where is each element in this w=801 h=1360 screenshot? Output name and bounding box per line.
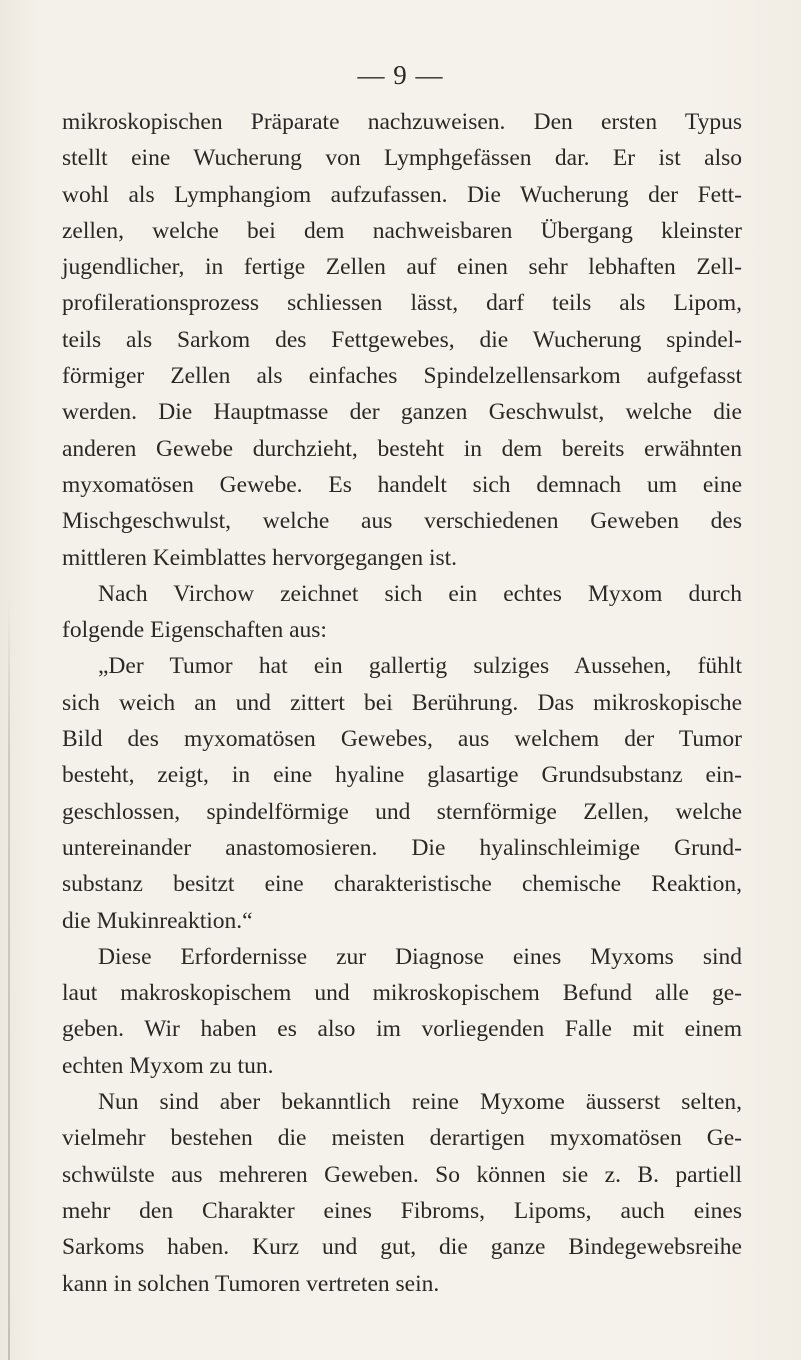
text-line: sich weich an und zittert bei Berührung. Das mikroskopische [62,689,742,716]
text-line: untereinander anastomosieren. Die hyalinschleimige Grund- [62,834,742,861]
text-line: schwülste aus mehreren Geweben. So können sie z. B. partiell [62,1161,742,1188]
text-line: Diese Erfordernisse zur Diagnose eines Myxoms sind [98,943,742,970]
body-text [62,104,742,1302]
text-line: geben. Wir haben es also im vorliegenden Falle mit einem [62,1016,742,1043]
text-line: jugendlicher, in fertige Zellen auf einen sehr lebhaften Zell- [62,254,742,281]
text-line: mehr den Charakter eines Fibroms, Lipoms, auch eines [62,1197,742,1224]
text-line: echten Myxom zu tun. [62,1052,274,1079]
text-line: myxomatösen Gewebe. Es handelt sich demnach um eine [62,471,742,498]
text-line: geschlossen, spindelförmige und sternförmige Zellen, welche [62,798,742,825]
text-line: zellen, welche bei dem nachweisbaren Übergang kleinster [62,217,742,244]
text-line: „Der Tumor hat ein gallertig sulziges Aussehen, fühlt [98,653,742,680]
text-line: Nun sind aber bekanntlich reine Myxome äusserst selten, [98,1089,742,1116]
text-line: kann in solchen Tumoren vertreten sein. [62,1270,440,1297]
text-line: besteht, zeigt, in eine hyaline glasartige Grundsubstanz ein- [62,762,742,789]
text-line: teils als Sarkom des Fettgewebes, die Wucherung spindel- [62,326,742,353]
text-line: folgende Eigenschaften aus: [62,617,327,644]
text-line: anderen Gewebe durchzieht, besteht in dem bereits erwähnten [62,435,742,462]
text-line: stellt eine Wucherung von Lymphgefässen dar. Er ist also [62,145,742,172]
text-line: förmiger Zellen als einfaches Spindelzellensarkom aufgefasst [62,363,742,390]
text-line: Mischgeschwulst, welche aus verschiedenen Geweben des [62,508,742,535]
text-line: Bild des myxomatösen Gewebes, aus welchem der Tumor [62,726,742,753]
text-line: wohl als Lymphangiom aufzufassen. Die Wucherung der Fett- [62,181,742,208]
text-line: Nach Virchow zeichnet sich ein echtes Myxom durch [98,580,742,607]
text-line: mikroskopischen Präparate nachzuweisen. Den ersten Typus [62,109,742,135]
page-number: — 9 — [357,60,444,90]
text-line: profilerationsprozess schliessen lässt, darf teils als Lipom, [62,290,742,317]
text-line: die Mukinreaktion.“ [62,907,253,934]
text-line: laut makroskopischem und mikroskopischem Befund alle ge- [62,980,742,1007]
text-line: mittleren Keimblattes hervorgegangen ist. [62,544,458,571]
text-line: werden. Die Hauptmasse der ganzen Geschwulst, welche die [62,399,742,426]
text-line: substanz besitzt eine charakteristische chemische Reaktion, [62,871,742,898]
text-line: vielmehr bestehen die meisten derartigen myxomatösen Ge- [62,1125,742,1152]
page-gutter-shadow [8,600,10,1360]
text-line: Sarkoms haben. Kurz und gut, die ganze Bindegewebsreihe [62,1234,742,1261]
